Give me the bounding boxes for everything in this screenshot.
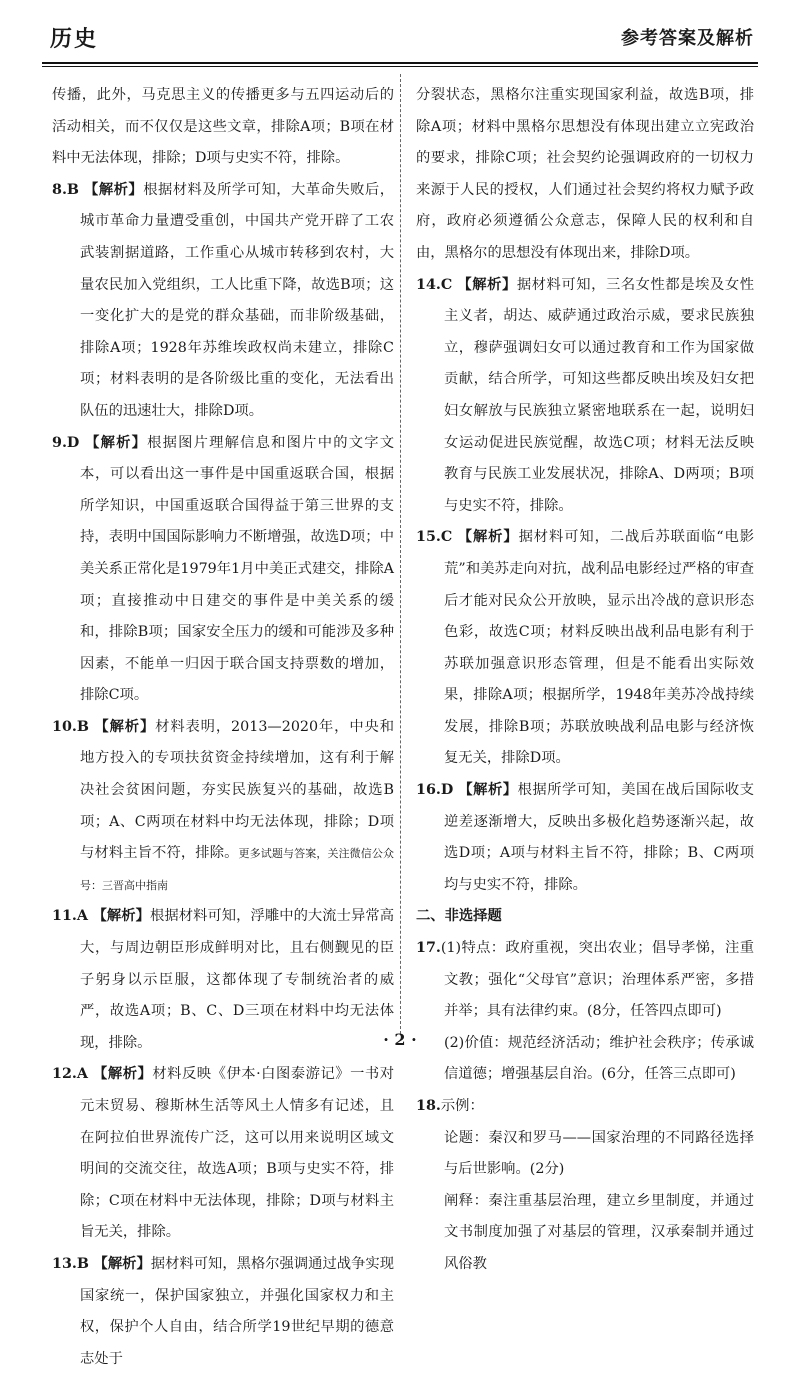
answer-number: 16.D [416, 782, 454, 799]
answer-explanation: 阐释：秦注重基层治理，建立乡里制度，并通过文书制度加强了对基层的管理，汉承秦制并通过风俗教 [444, 1192, 754, 1272]
answer-number: 15.C [416, 529, 453, 546]
page-number: · 2 · [383, 1030, 417, 1049]
answer-number: 18. [416, 1098, 441, 1114]
answer-item-14 [416, 270, 754, 523]
analysis-text: 根据所学可知，美国在战后国际收支逆差逐渐增大，反映出多极化趋势逐渐兴起，故选D项；A项与材料主旨不符，排除；B、C两项均与史实不符，排除。 [444, 782, 755, 893]
answer-item-12 [52, 1059, 394, 1249]
answer-number: 12.A [52, 1066, 88, 1083]
answer-item-17b: (2)价值：规范经济活动；维护社会秩序；传承诚信道德；增强基层自治。(6分，任答三点即可) [444, 1034, 754, 1083]
answer-text: 示例： [440, 1098, 484, 1114]
header-rule [42, 62, 758, 67]
header-title: 参考答案及解析 [621, 28, 754, 49]
answer-number: 9.D [52, 434, 80, 451]
analysis-text: 根据材料可知，浮雕中的大流士异常高大，与周边朝臣形成鲜明对比，且右侧觐见的臣子躬身以示臣服，这都体现了专制统治者的威严，故选A项；B、C、D三项在材料中均无法体现，排除。 [80, 908, 395, 1051]
answer-number: 17. [416, 940, 441, 957]
answer-number: 10.B [52, 718, 89, 735]
left-column [52, 80, 394, 1375]
analysis-text: 材料反映《伊本·白图泰游记》一书对元末贸易、穆斯林生活等风土人情多有记述，且在阿拉伯世界流传广泛，这可以用来说明区域文明间的交流交往，故选A项；B项与史实不符，排除；C项在材料中无法体现，排除；D项与材料主旨无关，排除。 [80, 1066, 395, 1241]
analysis-tag: 【解析】 [94, 718, 156, 735]
right-column [416, 80, 754, 1281]
answer-item-15 [416, 522, 754, 775]
subject-label: 历史 [50, 26, 99, 52]
analysis-tag: 【解析】 [457, 276, 517, 293]
answer-item-9 [52, 428, 394, 712]
answer-number: 11.A [52, 908, 88, 925]
analysis-text: 据材料可知，二战后苏联面临“电影荒”和美苏走向对抗，战利品电影经过严格的审查后才能对民众公开放映，显示出冷战的意识形态色彩，故选C项；材料反映出战利品电影有利于苏联加强意识形态管理，但是不能看出实际效果，排除A项；根据所学，1948年美苏冷战持续发展，排除B项；苏联放映战利品电影与经济恢复无关，排除D项。 [444, 529, 755, 767]
page-header [42, 14, 758, 58]
answer-item-17a [416, 933, 754, 1028]
analysis-tag: 【解析】 [93, 1255, 151, 1272]
analysis-tag: 【解析】 [84, 181, 144, 198]
column-divider [400, 74, 401, 1034]
promo-note: 更多试题与答案，关注微信公众号：三晋高中指南 [80, 847, 395, 892]
analysis-tag: 【解析】 [458, 782, 518, 799]
answer-text: (1)特点：政府重视，突出农业；倡导孝悌，注重文教；强化“父母官”意识；治理体系严密，多措并举；具有法律约束。(8分，任答四点即可) [440, 940, 754, 1020]
answer-topic: 论题：秦汉和罗马——国家治理的不同路径选择与后世影响。(2分) [444, 1129, 754, 1178]
paragraph-continued: 分裂状态，黑格尔注重实现国家利益，故选B项，排除A项；材料中黑格尔思想没有体现出建立立宪政治的要求，排除C项；社会契约论强调政府的一切权力来源于人民的授权，人们通过社会契约将权力赋予政府，政府必须遵循公众意志，保障人民的权利和自由，黑格尔的思想没有体现出来，排除D项。 [416, 87, 754, 261]
analysis-text: 根据材料及所学可知，大革命失败后，城市革命力量遭受重创，中国共产党开辟了工农武装割据道路，工作重心从城市转移到农村，大量农民加入党组织，工人比重下降，故选B项；这一变化扩大的是党的群众基础，而非阶级基础，排除A项；1928年苏维埃政权尚未建立，排除C项；材料表明的是各阶级比重的变化，无法看出队伍的迅速壮大，排除D项。 [80, 181, 395, 419]
section-heading: 二、非选择题 [416, 908, 502, 925]
answer-item-13 [52, 1249, 394, 1375]
answer-number: 8.B [52, 181, 80, 198]
paragraph-continued: 传播，此外，马克思主义的传播更多与五四运动后的活动相关，而不仅仅是这些文章，排除A项；B项在材料中无法体现，排除；D项与史实不符，排除。 [52, 87, 394, 167]
answer-item-10 [52, 712, 394, 902]
analysis-text: 据材料可知，黑格尔强调通过战争实现国家统一，保护国家独立，并强化国家权力和主权，保护个人自由，结合所学19世纪早期的德意志处于 [80, 1255, 395, 1367]
analysis-tag: 【解析】 [457, 529, 519, 546]
analysis-tag: 【解析】 [93, 1066, 153, 1083]
analysis-text: 材料表明，2013—2020年，中央和地方投入的专项扶贫资金持续增加，这有利于解决社会贫困问题，夯实民族复兴的基础，故选B项；A、C两项在材料中均无法体现，排除；D项与材料主旨不符，排除。 [80, 718, 395, 862]
analysis-text: 根据图片理解信息和图片中的文字文本，可以看出这一事件是中国重返联合国，根据所学知识，中国重返联合国得益于第三世界的支持，表明中国国际影响力不断增强，故选D项；中美关系正常化是1979年1月中美正式建交，排除A项；直接推动中日建交的事件是中美关系的缓和，排除B项；国家安全压力的缓和可能涉及多种因素，不能单一归因于联合国支持票数的增加，排除C项。 [80, 434, 395, 704]
answer-item-8 [52, 175, 394, 428]
analysis-text: 据材料可知，三名女性都是埃及女性主义者，胡达、威萨通过政治示威，要求民族独立，穆萨强调妇女可以通过教育和工作为国家做贡献，结合所学，可知这些都反映出埃及妇女把妇女解放与民族独立紧密地联系在一起，说明妇女运动促进民族觉醒，故选C项；材料无法反映教育与民族工业发展状况，排除A、D两项；B项与史实不符，排除。 [444, 276, 754, 514]
answer-number: 13.B [52, 1255, 89, 1272]
analysis-tag: 【解析】 [92, 908, 151, 925]
answer-number: 14.C [416, 276, 453, 293]
analysis-tag: 【解析】 [85, 434, 148, 451]
answer-item-16 [416, 775, 754, 901]
answer-item-18 [416, 1091, 754, 1123]
